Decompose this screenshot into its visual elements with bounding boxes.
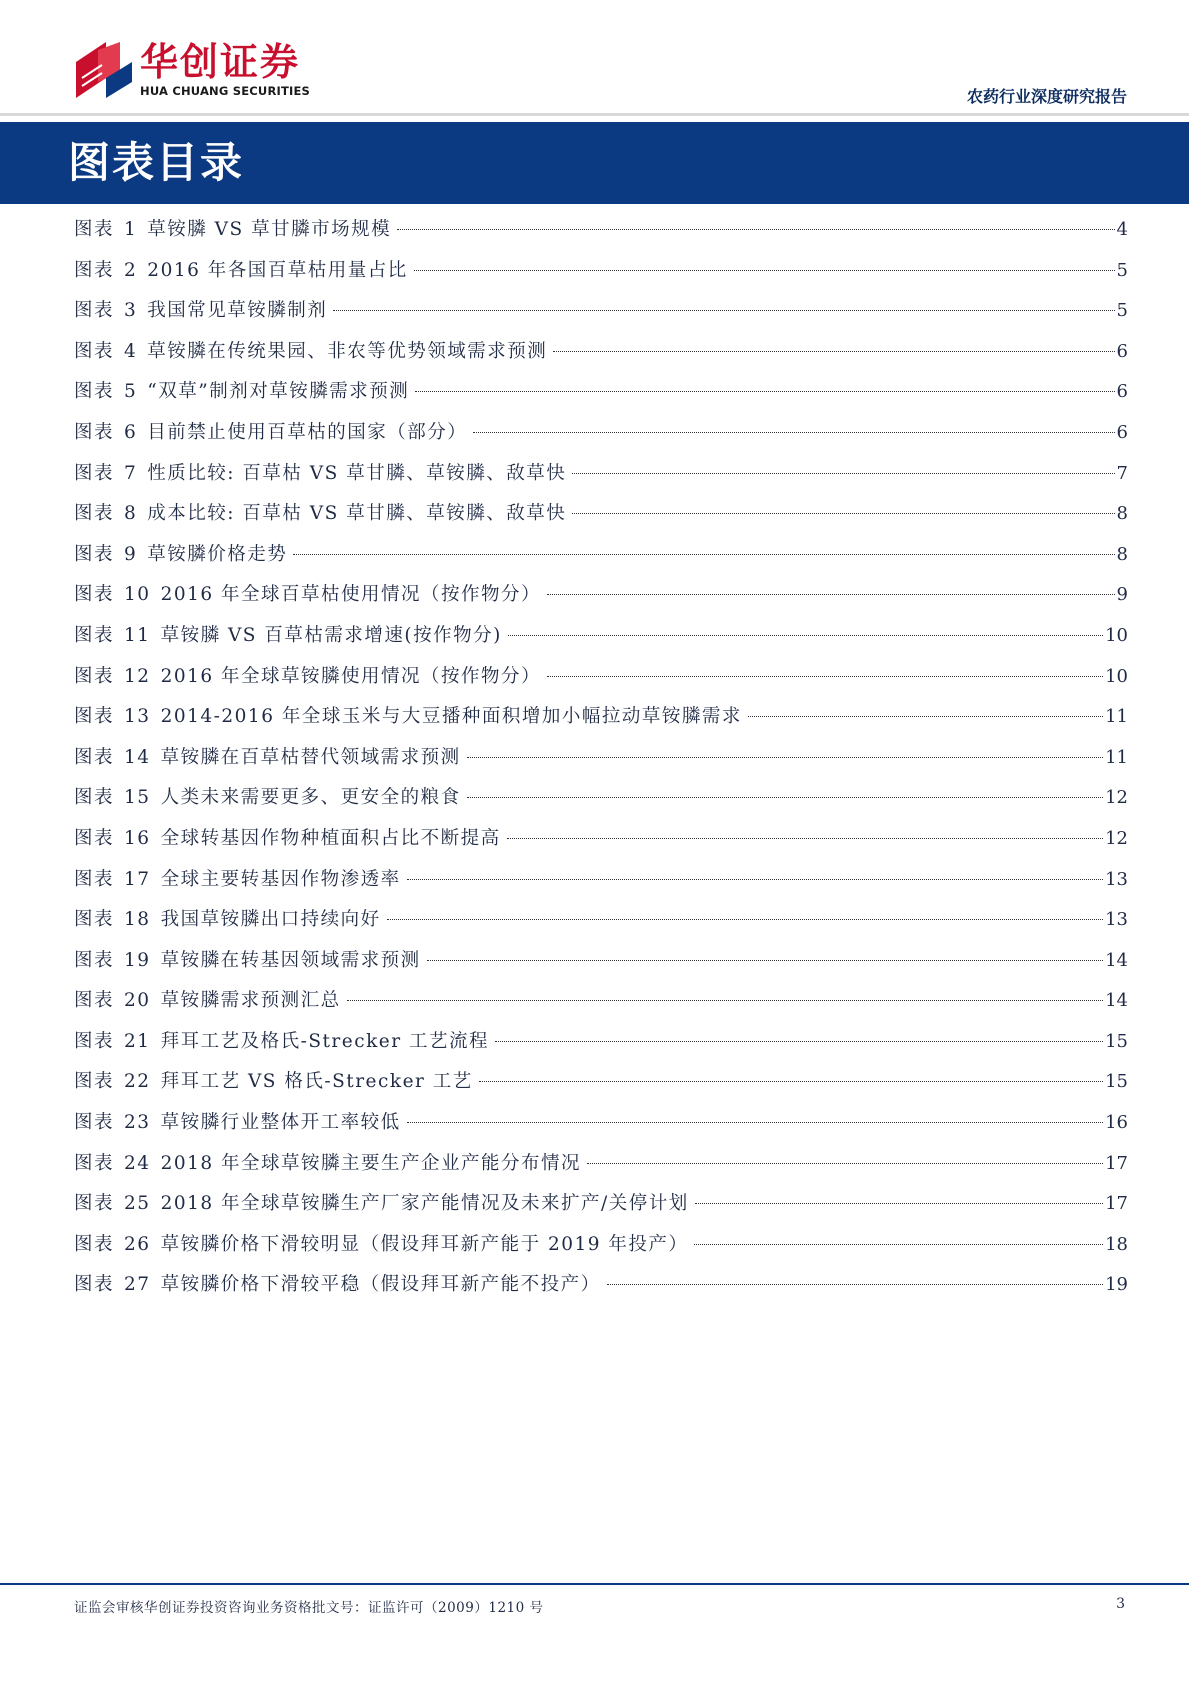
toc-entry[interactable] — [74, 624, 1128, 665]
toc-figure-word: 图表 — [74, 259, 115, 281]
toc-figure-title: 2016 年全球草铵膦使用情况（按作物分） — [160, 665, 542, 687]
toc-figure-title: 目前禁止使用百草枯的国家（部分） — [147, 421, 468, 443]
toc-figure-label — [74, 1233, 161, 1257]
toc-figure-number: 3 — [124, 300, 138, 322]
toc-dot-leader — [695, 1203, 1103, 1204]
toc-figure-label — [74, 949, 161, 973]
toc-figure-word: 图表 — [74, 462, 115, 484]
toc-figure-label — [74, 1030, 161, 1054]
toc-entry[interactable] — [74, 827, 1128, 868]
toc-figure-number: 9 — [124, 543, 138, 565]
toc-figure-title: 性质比较: 百草枯 VS 草甘膦、草铵膦、敌草快 — [147, 462, 567, 484]
figure-list — [74, 218, 1128, 1314]
toc-figure-title: 草铵膦 VS 百草枯需求增速(按作物分) — [160, 624, 502, 646]
toc-entry[interactable] — [74, 665, 1128, 706]
toc-figure-word: 图表 — [74, 1274, 115, 1296]
toc-entry[interactable] — [74, 786, 1128, 827]
toc-figure-title: 草铵膦需求预测汇总 — [160, 990, 341, 1012]
toc-figure-title: 全球主要转基因作物渗透率 — [160, 868, 401, 890]
toc-page-number: 15 — [1105, 1030, 1128, 1052]
toc-figure-label — [74, 746, 161, 770]
toc-figure-label — [74, 908, 161, 932]
footer-license-note: 证监会审核华创证券投资咨询业务资格批文号：证监许可（2009）1210 号 — [74, 1600, 544, 1616]
report-type: 农药行业深度研究报告 — [966, 87, 1127, 106]
toc-figure-number: 18 — [124, 909, 151, 931]
toc-figure-word: 图表 — [74, 665, 115, 687]
toc-figure-title: 拜耳工艺 VS 格氏-Strecker 工艺 — [160, 1071, 473, 1093]
toc-dot-leader — [467, 757, 1104, 758]
page-number: 3 — [1116, 1596, 1125, 1612]
footer-divider — [0, 1583, 1189, 1585]
toc-entry[interactable] — [74, 1030, 1128, 1071]
toc-dot-leader — [479, 1081, 1103, 1082]
toc-entry[interactable] — [74, 1070, 1128, 1111]
toc-entry[interactable] — [74, 1233, 1128, 1274]
toc-figure-label — [74, 1273, 161, 1297]
toc-page-number: 11 — [1105, 706, 1128, 728]
toc-figure-title: 我国草铵膦出口持续向好 — [160, 909, 381, 931]
toc-figure-label — [74, 624, 161, 648]
toc-page-number: 4 — [1116, 219, 1128, 240]
toc-page-number: 6 — [1116, 421, 1128, 443]
toc-dot-leader — [333, 310, 1114, 311]
toc-figure-title: 成本比较: 百草枯 VS 草甘膦、草铵膦、敌草快 — [147, 503, 567, 525]
toc-entry[interactable] — [74, 868, 1128, 909]
logo-text-cn: 华创证券 — [140, 40, 301, 84]
toc-figure-number: 10 — [124, 584, 151, 606]
toc-figure-title: 2016 年全球百草枯使用情况（按作物分） — [160, 584, 542, 606]
toc-figure-word: 图表 — [74, 300, 115, 322]
toc-page-number: 8 — [1116, 543, 1128, 565]
toc-figure-number: 8 — [124, 503, 138, 525]
toc-figure-word: 图表 — [74, 584, 115, 606]
toc-dot-leader — [572, 513, 1114, 514]
toc-figure-number: 19 — [124, 949, 151, 971]
toc-figure-number: 7 — [124, 462, 138, 484]
toc-figure-title: 2018 年全球草铵膦主要生产企业产能分布情况 — [160, 1152, 582, 1174]
toc-figure-title: 全球转基因作物种植面积占比不断提高 — [160, 827, 501, 849]
toc-page-number: 18 — [1105, 1233, 1128, 1255]
toc-page-number: 11 — [1105, 746, 1128, 768]
toc-entry[interactable] — [74, 989, 1128, 1030]
toc-figure-label — [74, 583, 161, 607]
toc-figure-title: 草铵膦在百草枯替代领域需求预测 — [160, 746, 461, 768]
toc-dot-leader — [553, 351, 1114, 352]
toc-figure-label — [74, 299, 147, 323]
toc-figure-word: 图表 — [74, 1193, 115, 1215]
toc-dot-leader — [748, 716, 1103, 717]
toc-dot-leader — [347, 1000, 1104, 1001]
toc-dot-leader — [467, 797, 1104, 798]
toc-figure-word: 图表 — [74, 340, 115, 362]
toc-figure-label — [74, 502, 147, 526]
toc-figure-label — [74, 1111, 161, 1135]
page-header — [0, 0, 1189, 118]
logo-text-en: HUA CHUANG SECURITIES — [140, 84, 311, 98]
toc-figure-word: 图表 — [74, 381, 115, 403]
toc-figure-label — [74, 705, 161, 729]
toc-entry[interactable] — [74, 1111, 1128, 1152]
toc-figure-word: 图表 — [74, 827, 115, 849]
toc-dot-leader — [547, 676, 1103, 677]
toc-entry[interactable] — [74, 218, 1128, 259]
toc-figure-word: 图表 — [74, 1233, 115, 1255]
toc-page-number: 5 — [1116, 259, 1128, 281]
toc-figure-word: 图表 — [74, 503, 115, 525]
toc-dot-leader — [508, 635, 1103, 636]
toc-dot-leader — [694, 1244, 1103, 1245]
toc-figure-label — [74, 786, 161, 810]
toc-figure-word: 图表 — [74, 868, 115, 890]
toc-page-number: 12 — [1105, 827, 1128, 849]
toc-page-number: 16 — [1105, 1112, 1128, 1134]
toc-figure-label — [74, 989, 161, 1013]
toc-figure-word: 图表 — [74, 1152, 115, 1174]
toc-figure-number: 15 — [124, 787, 151, 809]
toc-figure-number: 14 — [124, 746, 151, 768]
toc-figure-word: 图表 — [74, 1071, 115, 1093]
toc-figure-word: 图表 — [74, 543, 115, 565]
toc-entry[interactable] — [74, 949, 1128, 990]
toc-page-number: 6 — [1116, 381, 1128, 403]
toc-page-number: 14 — [1105, 990, 1128, 1012]
toc-page-number: 8 — [1116, 503, 1128, 525]
toc-dot-leader — [415, 391, 1114, 392]
toc-entry[interactable] — [74, 1192, 1128, 1233]
toc-dot-leader — [427, 960, 1104, 961]
toc-figure-label — [74, 218, 147, 242]
toc-figure-title: 草铵膦在传统果园、非农等优势领域需求预测 — [147, 340, 548, 362]
toc-page-number: 10 — [1105, 665, 1128, 687]
toc-figure-label — [74, 380, 147, 404]
toc-page-number: 9 — [1116, 584, 1128, 606]
header-divider — [0, 113, 1189, 116]
toc-figure-label — [74, 421, 147, 445]
toc-page-number: 17 — [1105, 1193, 1128, 1215]
toc-figure-title: 我国常见草铵膦制剂 — [147, 300, 328, 322]
toc-entry[interactable] — [74, 259, 1128, 300]
toc-entry[interactable] — [74, 421, 1128, 462]
toc-page-number: 6 — [1116, 340, 1128, 362]
toc-page-number: 17 — [1105, 1152, 1128, 1174]
toc-dot-leader — [495, 1041, 1103, 1042]
toc-page-number: 19 — [1105, 1274, 1128, 1296]
toc-figure-number: 16 — [124, 827, 151, 849]
toc-figure-number: 2 — [124, 259, 138, 281]
toc-entry[interactable] — [74, 462, 1128, 503]
toc-figure-number: 23 — [124, 1112, 151, 1134]
toc-figure-label — [74, 827, 161, 851]
toc-figure-word: 图表 — [74, 219, 115, 240]
toc-dot-leader — [507, 838, 1104, 839]
toc-figure-title: “双草”制剂对草铵膦需求预测 — [147, 381, 410, 403]
toc-figure-label — [74, 1152, 161, 1176]
toc-figure-number: 6 — [124, 421, 138, 443]
toc-dot-leader — [547, 594, 1115, 595]
toc-page-number: 5 — [1116, 300, 1128, 322]
toc-dot-leader — [407, 1122, 1104, 1123]
toc-figure-number: 24 — [124, 1152, 151, 1174]
toc-figure-label — [74, 868, 161, 892]
toc-figure-number: 21 — [124, 1030, 151, 1052]
toc-figure-title: 草铵膦在转基因领域需求预测 — [160, 949, 421, 971]
toc-entry[interactable] — [74, 705, 1128, 746]
toc-dot-leader — [607, 1284, 1104, 1285]
toc-figure-word: 图表 — [74, 949, 115, 971]
toc-entry[interactable] — [74, 746, 1128, 787]
toc-dot-leader — [414, 270, 1115, 271]
toc-figure-label — [74, 1070, 161, 1094]
toc-figure-word: 图表 — [74, 624, 115, 646]
toc-figure-word: 图表 — [74, 1112, 115, 1134]
toc-figure-title: 草铵膦价格下滑较平稳（假设拜耳新产能不投产） — [160, 1274, 601, 1296]
toc-figure-word: 图表 — [74, 706, 115, 728]
toc-dot-leader — [572, 473, 1114, 474]
toc-figure-number: 26 — [124, 1233, 151, 1255]
toc-entry[interactable] — [74, 1152, 1128, 1193]
toc-figure-title: 草铵膦价格下滑较明显（假设拜耳新产能于 2019 年投产） — [160, 1233, 689, 1255]
toc-figure-label — [74, 462, 147, 486]
toc-figure-title: 拜耳工艺及格氏-Strecker 工艺流程 — [160, 1030, 489, 1052]
toc-entry[interactable] — [74, 908, 1128, 949]
toc-figure-word: 图表 — [74, 990, 115, 1012]
toc-entry[interactable] — [74, 340, 1128, 381]
toc-figure-title: 2014-2016 年全球玉米与大豆播种面积增加小幅拉动草铵膦需求 — [160, 706, 742, 728]
toc-entry[interactable] — [74, 380, 1128, 421]
toc-figure-number: 11 — [124, 624, 151, 646]
toc-figure-number: 13 — [124, 706, 151, 728]
toc-figure-title: 草铵膦行业整体开工率较低 — [160, 1112, 401, 1134]
toc-entry[interactable] — [74, 583, 1128, 624]
toc-entry[interactable] — [74, 543, 1128, 584]
toc-figure-title: 2016 年各国百草枯用量占比 — [147, 259, 408, 281]
toc-figure-title: 人类未来需要更多、更安全的粮食 — [160, 787, 461, 809]
toc-page-number: 13 — [1105, 909, 1128, 931]
toc-entry[interactable] — [74, 502, 1128, 543]
toc-figure-number: 4 — [124, 340, 138, 362]
toc-figure-title: 草铵膦 VS 草甘膦市场规模 — [147, 219, 392, 240]
toc-page-number: 7 — [1116, 462, 1128, 484]
toc-page-number: 12 — [1105, 787, 1128, 809]
toc-dot-leader — [293, 554, 1114, 555]
title-band — [0, 122, 1189, 204]
logo-icon — [76, 42, 132, 98]
toc-figure-number: 12 — [124, 665, 151, 687]
toc-figure-word: 图表 — [74, 1030, 115, 1052]
page-title: 图表目录 — [68, 138, 245, 187]
toc-figure-label — [74, 340, 147, 364]
toc-page-number: 14 — [1105, 949, 1128, 971]
toc-figure-title: 草铵膦价格走势 — [147, 543, 288, 565]
toc-figure-word: 图表 — [74, 421, 115, 443]
toc-figure-label — [74, 1192, 161, 1216]
toc-page-number: 13 — [1105, 868, 1128, 890]
toc-figure-word: 图表 — [74, 746, 115, 768]
toc-dot-leader — [473, 432, 1114, 433]
toc-figure-number: 27 — [124, 1274, 151, 1296]
toc-figure-label — [74, 543, 147, 567]
toc-dot-leader — [407, 879, 1104, 880]
toc-dot-leader — [387, 919, 1104, 920]
toc-entry[interactable] — [74, 1273, 1128, 1314]
toc-page-number: 10 — [1105, 624, 1128, 646]
toc-figure-number: 1 — [124, 219, 138, 240]
toc-figure-number: 20 — [124, 990, 151, 1012]
toc-figure-label — [74, 665, 161, 689]
toc-figure-word: 图表 — [74, 909, 115, 931]
toc-entry[interactable] — [74, 299, 1128, 340]
toc-dot-leader — [587, 1163, 1103, 1164]
toc-page-number: 15 — [1105, 1071, 1128, 1093]
toc-figure-number: 5 — [124, 381, 138, 403]
toc-figure-label — [74, 259, 147, 283]
toc-figure-number: 22 — [124, 1071, 151, 1093]
toc-dot-leader — [397, 229, 1114, 230]
toc-figure-word: 图表 — [74, 787, 115, 809]
toc-figure-number: 25 — [124, 1193, 151, 1215]
toc-figure-number: 17 — [124, 868, 151, 890]
toc-figure-title: 2018 年全球草铵膦生产厂家产能情况及未来扩产/关停计划 — [160, 1193, 689, 1215]
